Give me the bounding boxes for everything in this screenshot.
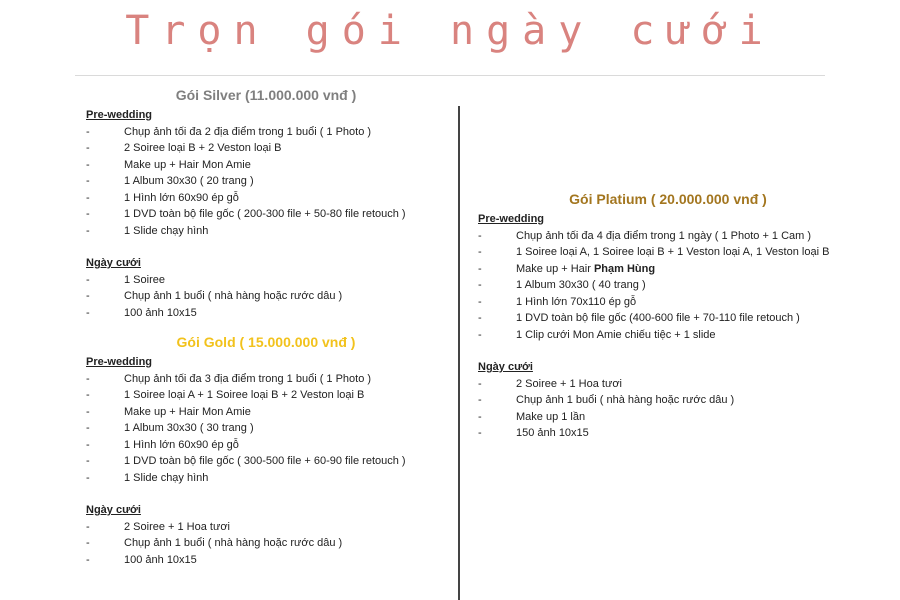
right-column: [478, 190, 858, 448]
bullet-dash: -: [86, 224, 90, 237]
bullet-dash: -: [86, 405, 90, 418]
pre-wedding-heading: Pre-wedding: [86, 109, 153, 121]
list-item: - 1 Hình lớn 60x90 ép gỗ: [86, 437, 446, 454]
list-item: - 1 Album 30x30 ( 40 trang ): [478, 277, 858, 294]
list-item: - 1 Clip cưới Mon Amie chiếu tiệc + 1 slide: [478, 327, 858, 344]
pre-wedding-list: [86, 124, 446, 240]
bullet-dash: -: [86, 553, 90, 566]
package-platinum-title: Gói Platium ( 20.000.000 vnđ ): [569, 191, 767, 207]
wedding-day-list: [86, 519, 446, 569]
bullet-dash: -: [478, 295, 482, 308]
bullet-dash: -: [478, 328, 482, 341]
wedding-day-heading: Ngày cưới: [86, 257, 141, 269]
list-item: - Make up + Hair Phạm Hùng: [478, 261, 858, 278]
bullet-dash: -: [86, 142, 90, 154]
list-item: - 1 Soiree loại A, 1 Soiree loại B + 1 Veston loại A, 1 Veston loại B: [478, 244, 858, 261]
list-item: - Chụp ảnh 1 buổi ( nhà hàng hoặc rước dâu ): [86, 535, 446, 552]
list-item: - 1 Hình lớn 60x90 ép gỗ: [86, 190, 446, 207]
list-item: - 1 DVD toàn bộ file gốc (400-600 file + 70-110 file retouch ): [478, 310, 858, 327]
bullet-dash: -: [86, 422, 90, 434]
list-item: - 2 Soiree + 1 Hoa tươi: [86, 519, 446, 536]
package-silver-title: Gói Silver (11.000.000 vnđ ): [175, 87, 357, 103]
bullet-dash: -: [478, 246, 482, 258]
bullet-dash: -: [86, 273, 90, 286]
wedding-day-heading: Ngày cưới: [86, 504, 141, 516]
bullet-dash: -: [478, 427, 482, 439]
list-item: - Chụp ảnh tối đa 4 địa điểm trong 1 ngày ( 1 Photo + 1 Cam ): [478, 228, 858, 245]
title-divider: [75, 75, 825, 76]
list-item: - Chụp ảnh 1 buổi ( nhà hàng hoặc rước dâu ): [478, 392, 858, 409]
list-item: - 1 Slide chạy hình: [86, 223, 446, 240]
bullet-dash: -: [86, 389, 90, 401]
bullet-dash: -: [478, 279, 482, 291]
list-item: - 1 Album 30x30 ( 30 trang ): [86, 420, 446, 437]
bullet-dash: -: [478, 262, 482, 275]
package-gold-title: Gói Gold ( 15.000.000 vnđ ): [176, 334, 356, 350]
list-item: - 150 ảnh 10x15: [478, 425, 858, 442]
list-item: - Make up + Hair Mon Amie: [86, 404, 446, 421]
bullet-dash: -: [86, 306, 90, 319]
pre-wedding-list: [478, 228, 858, 344]
bullet-dash: -: [86, 372, 90, 385]
bullet-dash: -: [478, 410, 482, 423]
wedding-day-list: [478, 376, 858, 442]
list-item: - 100 ảnh 10x15: [86, 552, 446, 569]
pre-wedding-heading: Pre-wedding: [86, 356, 153, 368]
pre-wedding-list: [86, 371, 446, 487]
package-silver: [86, 86, 446, 321]
list-item: - Chụp ảnh tối đa 3 địa điểm trong 1 buổi ( 1 Photo ): [86, 371, 446, 388]
bullet-dash: -: [86, 125, 90, 138]
list-item: - Make up 1 lần: [478, 409, 858, 426]
list-item: - Chụp ảnh 1 buổi ( nhà hàng hoặc rước dâu ): [86, 288, 446, 305]
bullet-dash: -: [86, 208, 90, 220]
pre-wedding-heading: Pre-wedding: [478, 213, 545, 225]
package-gold: [86, 333, 446, 568]
bullet-dash: -: [86, 537, 90, 549]
list-item: - 1 Soiree loại A + 1 Soiree loại B + 2 Veston loại B: [86, 387, 446, 404]
list-item: - 1 Album 30x30 ( 20 trang ): [86, 173, 446, 190]
list-item: - Make up + Hair Mon Amie: [86, 157, 446, 174]
column-divider: [458, 106, 460, 600]
bullet-dash: -: [478, 394, 482, 406]
list-item: - 1 Hình lớn 70x110 ép gỗ: [478, 294, 858, 311]
bullet-dash: -: [86, 455, 90, 467]
bullet-dash: -: [86, 191, 90, 204]
package-platinum: [478, 190, 858, 442]
page-title: Trọn gói ngày cưới: [125, 8, 775, 54]
list-item: - 1 Slide chạy hình: [86, 470, 446, 487]
list-item: - 1 DVD toàn bộ file gốc ( 300-500 file + 60-90 file retouch ): [86, 453, 446, 470]
left-column: [86, 86, 446, 574]
list-item: - 1 DVD toàn bộ file gốc ( 200-300 file + 50-80 file retouch ): [86, 206, 446, 223]
list-item: - Chụp ảnh tối đa 2 địa điểm trong 1 buổi ( 1 Photo ): [86, 124, 446, 141]
list-item: - 1 Soiree: [86, 272, 446, 289]
list-item: - 2 Soiree + 1 Hoa tươi: [478, 376, 858, 393]
bullet-dash: -: [478, 312, 482, 324]
list-item: - 2 Soiree loại B + 2 Veston loại B: [86, 140, 446, 157]
bullet-dash: -: [478, 229, 482, 242]
wedding-day-list: [86, 272, 446, 322]
list-item: - 100 ảnh 10x15: [86, 305, 446, 322]
bullet-dash: -: [86, 520, 90, 533]
bullet-dash: -: [86, 471, 90, 484]
bullet-dash: -: [86, 290, 90, 302]
wedding-day-heading: Ngày cưới: [478, 361, 533, 373]
bullet-dash: -: [86, 438, 90, 451]
bullet-dash: -: [478, 377, 482, 390]
bullet-dash: -: [86, 158, 90, 171]
makeup-artist-name: Phạm Hùng: [593, 262, 656, 275]
bullet-dash: -: [86, 175, 90, 187]
